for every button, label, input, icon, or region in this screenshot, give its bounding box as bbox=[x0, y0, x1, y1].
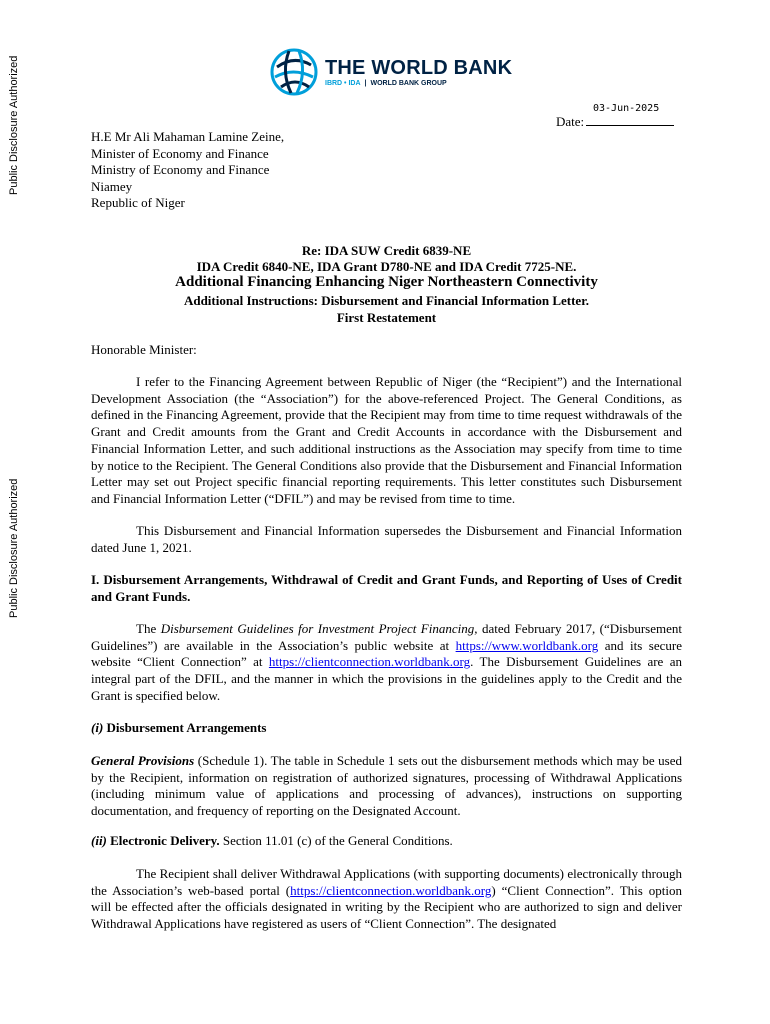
subsection-ii-num: (ii) bbox=[91, 833, 107, 848]
p3-mid1: dated February 2017, (“Disbursement Guidelines”) are available in the Association’s public website at bbox=[91, 621, 682, 653]
subject-project-title: Additional Financing Enhancing Niger Northeastern Connectivity bbox=[175, 274, 598, 290]
subject-line-1: Re: IDA SUW Credit 6839-NE bbox=[301, 243, 472, 258]
subsection-ii-heading bbox=[91, 833, 682, 850]
salutation: Honorable Minister: bbox=[91, 342, 197, 357]
address-line: Minister of Economy and Finance bbox=[91, 145, 269, 161]
p3-mid2: and its secure website “Client Connection” at bbox=[91, 637, 682, 670]
world-bank-logo bbox=[269, 46, 512, 98]
p3-post: . The Disbursement Guidelines are an integral part of the DFIL, and the manner in which the provisions in the guidelines apply to the Credit and the Grant is specified below. bbox=[91, 654, 682, 703]
paragraph-intro: I refer to the Financing Agreement between Republic of Niger (the “Recipient”) and the International Development Association (the “Association”) for the above-referenced Project. The General Conditions, as defined in the Financing Agreement, provide that the Recipient may from time to time request withdrawals of the Grant and Credit amounts from the Grant and Credit Accounts in accordance with the Disbursement and Financial Information Letter, and such additional instructions as the Association may specify from time to time by notice to the Recipient. The General Conditions also provide that the Disbursement and Financial Information Letter may set out Project specific financial reporting requirements. This letter constitutes such Disbursement and Financial Information Letter (“DFIL”) and may be revised from time to time. bbox=[91, 374, 682, 506]
subsection-i-title: Disbursement Arrangements bbox=[106, 720, 267, 735]
paragraph-supersedes: This Disbursement and Financial Information supersedes the Disbursement and Financial Information dated June 1, 2021. bbox=[91, 523, 682, 555]
globe-icon bbox=[269, 47, 319, 97]
recipient-address bbox=[91, 129, 284, 212]
p5-post: ) “Client Connection”. This option will be effected after the officials designated in writing by the Recipient who are authorized to sign and deliver Withdrawal Applications have registered as users of “Client Connection”. The designated bbox=[91, 882, 682, 932]
side-disclosure-label: Public Disclosure Authorized bbox=[8, 55, 20, 195]
p5-pre: The Recipient shall deliver Withdrawal Applications (with supporting documents) electronically through the Association’s web-based portal ( bbox=[91, 866, 682, 898]
subsection-i-heading bbox=[91, 720, 682, 737]
date-underline bbox=[586, 115, 674, 126]
side-disclosure-label: Public Disclosure Authorized bbox=[8, 478, 20, 618]
logo-wbg: WORLD BANK GROUP bbox=[370, 80, 447, 87]
paragraph-general-provisions bbox=[91, 753, 682, 820]
subject-line-5: First Restatement bbox=[336, 310, 437, 325]
client-connection-portal-link[interactable]: https://clientconnection.worldbank.org bbox=[290, 882, 492, 898]
section-1-heading: I. Disbursement Arrangements, Withdrawal of Credit and Grant Funds, and Reporting of Uses of Credit and Grant Funds. bbox=[91, 572, 682, 604]
guidelines-title: Disbursement Guidelines for Investment Project Financing, bbox=[160, 621, 478, 636]
date-block bbox=[556, 104, 674, 130]
paragraph-electronic-delivery bbox=[91, 866, 682, 933]
address-line: Republic of Niger bbox=[91, 195, 185, 210]
worldbank-link[interactable]: https://www.worldbank.org bbox=[455, 637, 599, 653]
subsection-ii-text: Section 11.01 (c) of the General Conditions. bbox=[219, 833, 453, 848]
address-line: Ministry of Economy and Finance bbox=[91, 162, 270, 177]
logo-separator: | bbox=[364, 80, 367, 87]
subject-line-4: Additional Instructions: Disbursement and Financial Information Letter. bbox=[183, 293, 590, 308]
general-provisions-lead: General Provisions bbox=[91, 753, 195, 768]
logo-title: THE WORLD BANK bbox=[325, 57, 513, 79]
subject-line-2: IDA Credit 6840-NE, IDA Grant D780-NE and IDA Credit 7725-NE. bbox=[196, 259, 577, 274]
subsection-ii-title: Electronic Delivery. bbox=[110, 833, 220, 848]
logo-subtitle bbox=[325, 80, 512, 87]
address-line: H.E Mr Ali Mahaman Lamine Zeine, bbox=[91, 129, 285, 144]
logo-ibrd-ida: IBRD • IDA bbox=[325, 80, 361, 87]
subsection-i-num: (i) bbox=[91, 720, 104, 735]
date-label: Date: bbox=[556, 114, 585, 129]
paragraph-guidelines bbox=[91, 621, 682, 705]
address-line: Niamey bbox=[91, 178, 133, 194]
date-value: 03-Jun-2025 bbox=[593, 103, 660, 114]
client-connection-link[interactable]: https://clientconnection.worldbank.org bbox=[268, 654, 471, 670]
p4-text: (Schedule 1). The table in Schedule 1 sets out the disbursement methods which may be used by the Recipient, information on registration of authorized signatures, processing of Withdrawal Applications (including minimum value of applications and processing of advances), instructions on supporting documentation, and frequency of reporting on the Designated Account. bbox=[91, 753, 683, 819]
p3-pre: The bbox=[136, 621, 161, 636]
